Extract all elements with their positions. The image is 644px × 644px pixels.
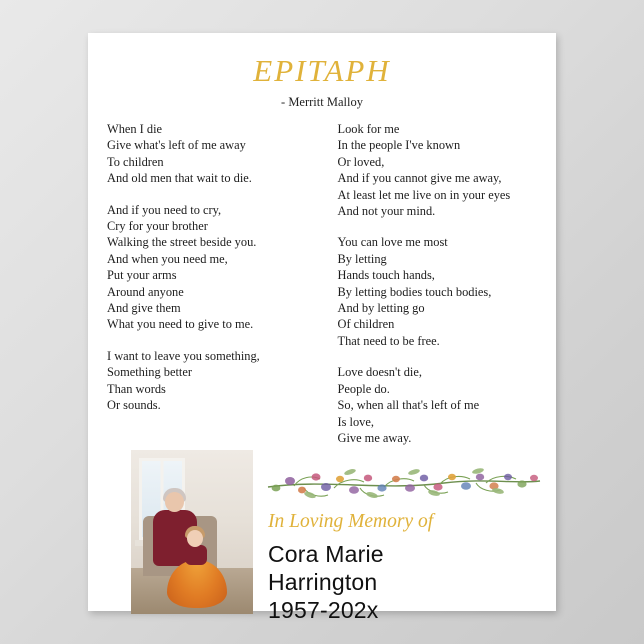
deceased-name-line-2: Harrington	[268, 569, 378, 595]
poem-body	[107, 121, 542, 446]
stanza	[107, 121, 312, 187]
poem-line: What you need to give to me.	[107, 317, 254, 332]
poem-line: To children	[107, 154, 164, 169]
poem-line: And by letting go	[337, 301, 425, 316]
poem-line: Or loved,	[337, 154, 385, 169]
stanza	[338, 364, 543, 446]
poem-line: And give them	[107, 301, 181, 316]
poem-line: Look for me	[337, 122, 400, 136]
deceased-dates: 1957-202x	[268, 597, 379, 623]
poem-right-column	[338, 121, 543, 446]
poem-line: Cry for your brother	[107, 219, 208, 234]
poem-line: Give what's left of me away	[107, 138, 246, 153]
floral-divider-icon	[264, 457, 544, 505]
poem-line: Or sounds.	[107, 398, 161, 413]
poem-line: By letting bodies touch bodies,	[337, 284, 492, 299]
poem-line: And if you need to cry,	[107, 202, 222, 217]
dedication-text: In Loving Memory of	[268, 511, 434, 532]
poem-line: Give me away.	[337, 430, 412, 445]
poster-sheet	[88, 33, 556, 623]
poem-line: Love doesn't die,	[337, 365, 422, 380]
poem-line: Of children	[337, 317, 395, 332]
poem-line: Walking the street beside you.	[107, 235, 257, 250]
stanza	[107, 202, 312, 333]
stanza	[338, 234, 543, 349]
poem-line: Put your arms	[107, 268, 177, 283]
poem-line: Around anyone	[107, 284, 184, 299]
stanza	[107, 348, 312, 414]
deceased-name-line-1: Cora Marie	[268, 541, 384, 567]
memorial-photo	[131, 450, 253, 614]
poem-line: And if you cannot give me away,	[337, 171, 502, 186]
poem-line: You can love me most	[337, 235, 448, 250]
poem-line: Hands touch hands,	[337, 268, 435, 283]
photo-illustration	[131, 450, 253, 614]
poster-content	[88, 33, 556, 623]
poem-left-column	[107, 121, 312, 446]
poem-line: I want to leave you something,	[107, 348, 260, 363]
stanza	[338, 121, 543, 219]
poem-line: People do.	[337, 381, 390, 396]
poem-author: - Merritt Malloy	[281, 95, 363, 109]
poem-line: And when you need me,	[107, 251, 228, 266]
poem-line: In the people I've known	[337, 138, 461, 153]
poem-line: When I die	[107, 122, 163, 136]
poem-line: Is love,	[337, 414, 374, 429]
poem-line: At least let me live on in your eyes	[337, 187, 511, 202]
poem-line: So, when all that's left of me	[337, 398, 480, 413]
page-title: EPITAPH	[253, 53, 391, 88]
poem-line: By letting	[337, 251, 387, 266]
poem-line: And not your mind.	[337, 204, 436, 219]
poem-line: And old men that wait to die.	[107, 171, 252, 186]
poem-line: That need to be free.	[337, 333, 440, 348]
poem-line: Something better	[107, 365, 192, 380]
poem-line: Than words	[107, 381, 166, 396]
